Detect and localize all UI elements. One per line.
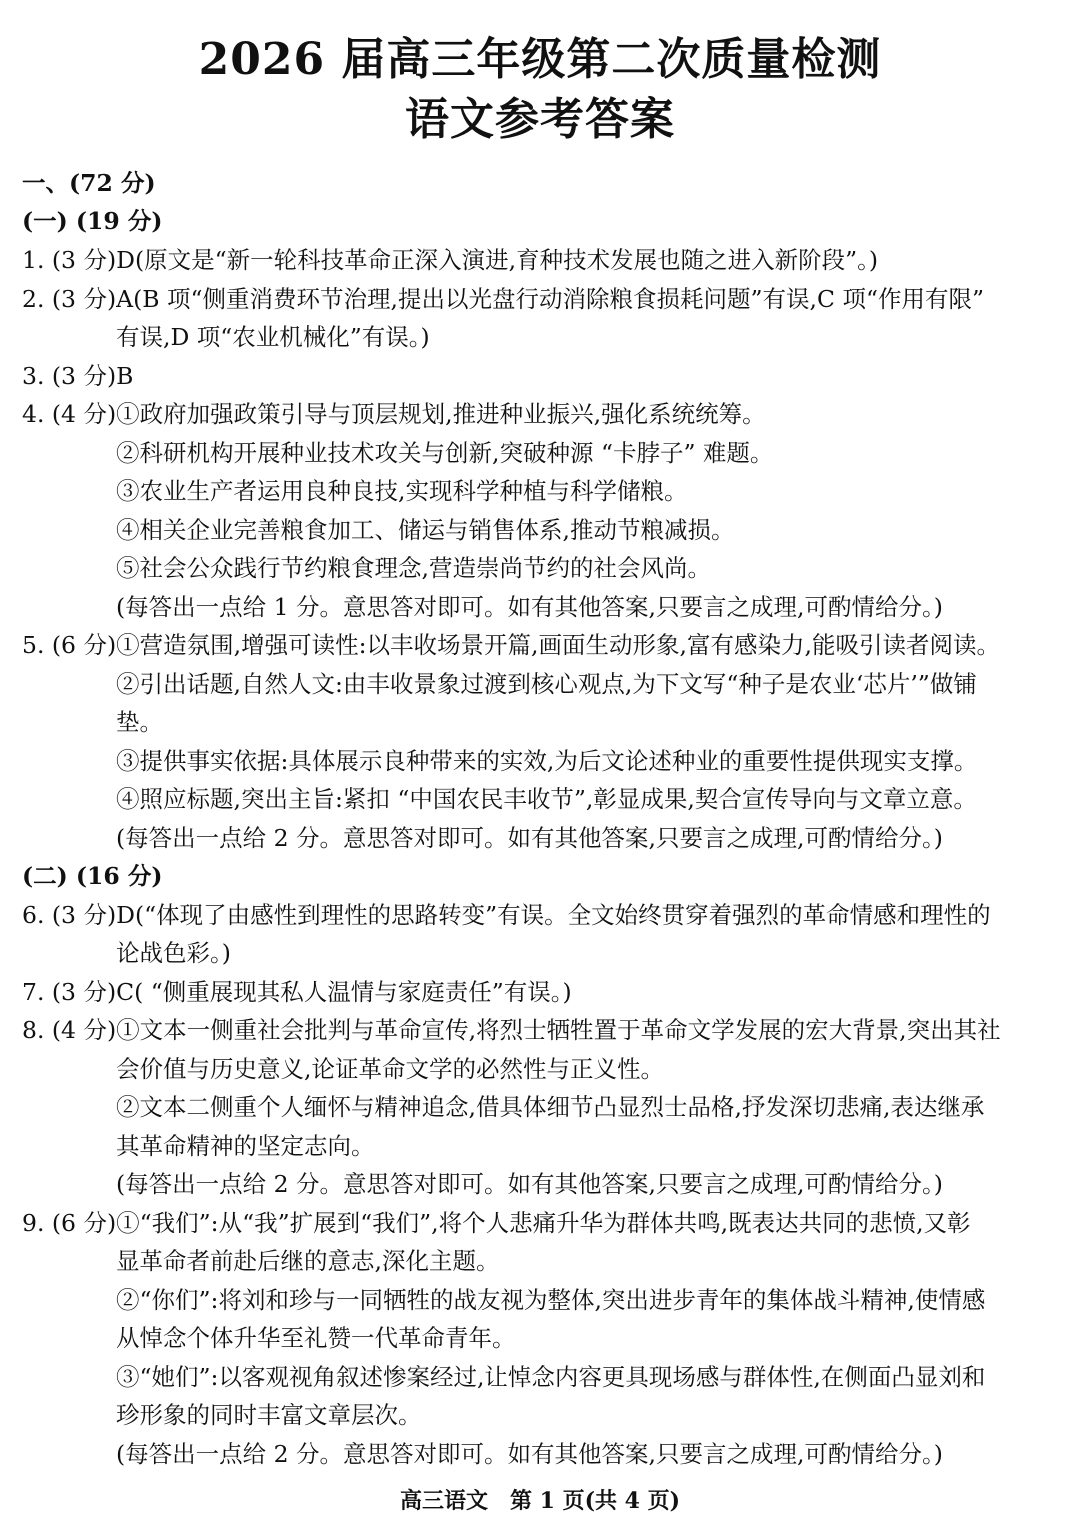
answer-line: 3. (3 分)B [22,362,134,390]
answer-line: 会价值与历史意义,论证革命文学的必然性与正义性。 [116,1055,664,1083]
answer-line: 1. (3 分)D(原文是“新一轮科技革命正深入演进,育种技术发展也随之进入新阶段”。) [22,246,879,274]
answer-line: ④相关企业完善粮食加工、储运与销售体系,推动节粮减损。 [116,516,735,544]
answer-line: ②引出话题,自然人文:由丰收景象过渡到核心观点,为下文写“种子是农业‘芯片’”做铺 [116,670,977,698]
answer-line: 7. (3 分)C( “侧重展现其私人温情与家庭责任”有误。) [22,978,572,1006]
answer-line: 9. (6 分)①“我们”:从“我”扩展到“我们”,将个人悲痛升华为群体共鸣,既表达共同的悲愤,又彰 [22,1209,971,1237]
answer-line: 论战色彩。) [116,939,231,967]
answer-line: ③提供事实依据:具体展示良种带来的实效,为后文论述种业的重要性提供现实支撑。 [116,747,978,775]
document-subtitle: 语文参考答案 [405,94,675,145]
answer-line: 有误,D 项“农业机械化”有误。) [116,323,430,351]
page-footer: 高三语文 第 1 页(共 4 页) [399,1488,681,1514]
answer-line: 其革命精神的坚定志向。 [116,1132,375,1160]
answer-line: 8. (4 分)①文本一侧重社会批判与革命宣传,将烈士牺牲置于革命文学发展的宏大背景,突出其社 [22,1016,1001,1044]
answer-line: 从悼念个体升华至礼赞一代革命青年。 [116,1324,516,1352]
answer-line: 显革命者前赴后继的意志,深化主题。 [116,1247,500,1275]
answer-line: 6. (3 分)D(“体现了由感性到理性的思路转变”有误。全文始终贯穿着强烈的革命情感和理性的 [22,901,991,929]
answer-line: ②文本二侧重个人缅怀与精神追念,借具体细节凸显烈士品格,抒发深切悲痛,表达继承 [116,1093,985,1121]
subsection-heading-2: (二) (16 分) [22,862,163,890]
answer-line: 垫。 [116,708,163,736]
answer-line: ②“你们”:将刘和珍与一同牺牲的战友视为整体,突出进步青年的集体战斗精神,使情感 [116,1286,986,1314]
scoring-note: (每答出一点给 2 分。意思答对即可。如有其他答案,只要言之成理,可酌情给分。) [116,824,943,852]
answer-line: ②科研机构开展种业技术攻关与创新,突破种源 “卡脖子” 难题。 [116,439,774,467]
answer-line: ④照应标题,突出主旨:紧扣 “中国农民丰收节”,彰显成果,契合宣传导向与文章立意。 [116,785,977,813]
section-heading-1: 一、(72 分) [22,169,156,197]
scoring-note: (每答出一点给 2 分。意思答对即可。如有其他答案,只要言之成理,可酌情给分。) [116,1440,943,1468]
scoring-note: (每答出一点给 2 分。意思答对即可。如有其他答案,只要言之成理,可酌情给分。) [116,1170,943,1198]
answer-line: 4. (4 分)①政府加强政策引导与顶层规划,推进种业振兴,强化系统统筹。 [22,400,766,428]
answer-line: ③农业生产者运用良种良技,实现科学种植与科学储粮。 [116,477,688,505]
answer-line: ③“她们”:以客观视角叙述惨案经过,让悼念内容更具现场感与群体性,在侧面凸显刘和 [116,1363,986,1391]
document-title: 2026 届高三年级第二次质量检测 [198,34,882,85]
answer-line: 5. (6 分)①营造氛围,增强可读性:以丰收场景开篇,画面生动形象,富有感染力,能吸引读者阅读。 [22,631,1000,659]
answer-line: 2. (3 分)A(B 项“侧重消费环节治理,提出以光盘行动消除粮食损耗问题”有误,C 项“作用有限” [22,285,984,313]
answer-line: ⑤社会公众践行节约粮食理念,营造崇尚节约的社会风尚。 [116,554,711,582]
scoring-note: (每答出一点给 1 分。意思答对即可。如有其他答案,只要言之成理,可酌情给分。) [116,593,943,621]
answer-line: 珍形象的同时丰富文章层次。 [116,1401,422,1429]
subsection-heading-1: (一) (19 分) [22,207,163,235]
